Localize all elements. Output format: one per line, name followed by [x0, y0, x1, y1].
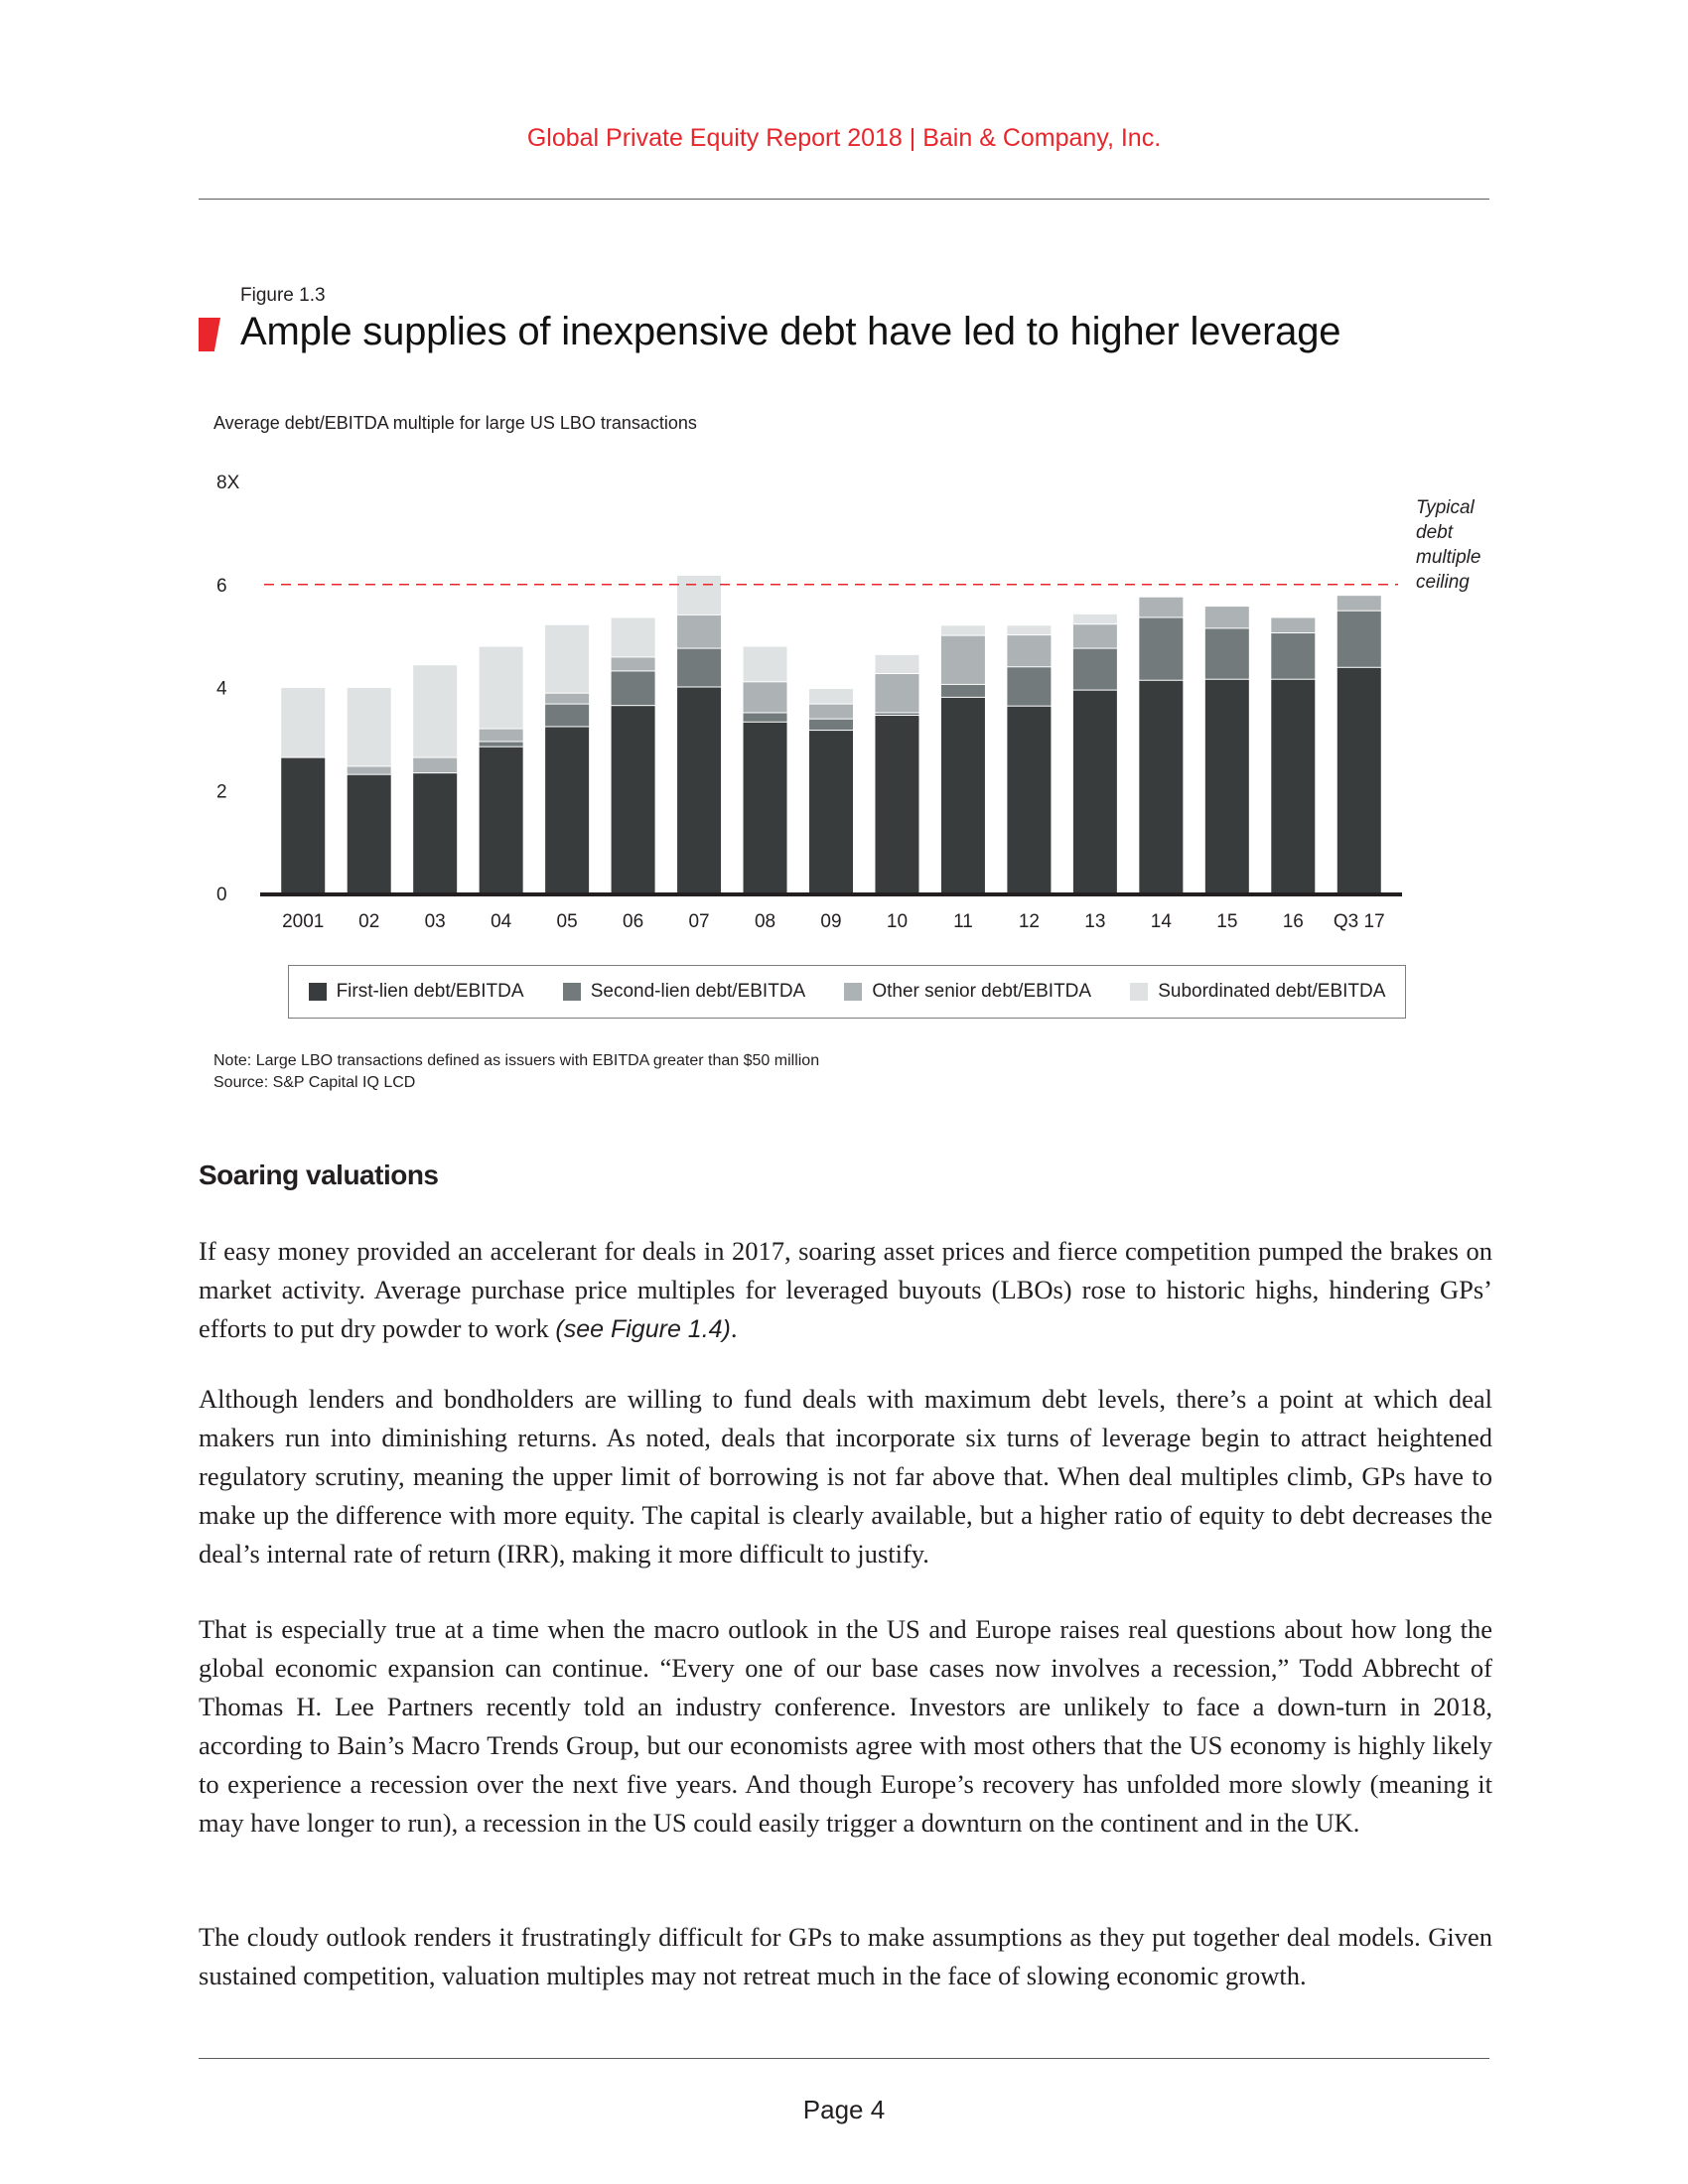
x-tick-label: 14 — [1150, 911, 1172, 932]
debt-ceiling-label-line: ceiling — [1416, 572, 1470, 593]
x-tick-label: 02 — [358, 911, 380, 932]
body-paragraph-4: The cloudy outlook renders it frustratingly difficult for GPs to make assumptions as they put together deal models. Given sustained competition, valuation multiples may not retreat much in the face of slowing economic growth. — [199, 1922, 1492, 1990]
bar-segment — [1007, 635, 1051, 666]
bar-segment — [1271, 680, 1315, 892]
y-tick-label: 0 — [216, 885, 227, 905]
bar-segment — [480, 748, 523, 892]
body-paragraph-1 — [199, 1232, 1492, 1349]
bar-segment — [1139, 617, 1183, 679]
bar-segment — [1271, 617, 1315, 632]
legend-item-first-lien — [309, 981, 524, 1003]
x-tick-label: 08 — [754, 911, 776, 932]
bar-segment — [809, 720, 853, 730]
paragraph-text: If easy money provided an accelerant for deals in 2017, soaring asset prices and fierce competition pumped the brakes on market activity. Average purchase price multiples for leveraged buyouts (LBOs) rose to historic highs, hindering GPs’ efforts to put dry powder to work — [199, 1236, 1492, 1343]
debt-ceiling-label-line: multiple — [1416, 547, 1481, 568]
debt-ceiling-label-line: debt — [1416, 522, 1453, 543]
footer-divider — [199, 2058, 1489, 2059]
bar-segment — [1337, 596, 1381, 611]
legend-swatch — [1130, 983, 1148, 1001]
bar-segment — [1073, 624, 1117, 647]
bar-segment — [1337, 612, 1381, 667]
chart-subtitle: Average debt/EBITDA multiple for large US LBO transactions — [213, 413, 697, 433]
legend-item-subordinated — [1130, 981, 1385, 1003]
y-tick-label: 2 — [216, 781, 227, 803]
bar-segment — [612, 617, 655, 656]
bar-segment — [281, 688, 325, 757]
y-tick-label: 8X — [216, 473, 240, 493]
legend-item-other-senior — [844, 981, 1091, 1003]
figure-label: Figure 1.3 — [240, 285, 326, 306]
page-number: Page 4 — [802, 2095, 886, 2124]
x-tick-label: 16 — [1282, 911, 1304, 932]
bar-segment — [1073, 691, 1117, 892]
x-tick-label: 07 — [688, 911, 710, 932]
bar-segment — [1337, 668, 1381, 892]
x-tick-label: 06 — [623, 911, 644, 932]
x-tick-label: 13 — [1084, 911, 1106, 932]
bar-segment — [875, 674, 918, 712]
y-tick-label: 4 — [216, 678, 227, 700]
bar-segment — [941, 685, 985, 697]
bar-segment — [348, 766, 391, 773]
legend-item-second-lien — [563, 981, 806, 1003]
debt-ceiling-label — [1416, 497, 1480, 593]
bar-segment — [677, 649, 721, 687]
bar-segment — [875, 655, 918, 673]
bar-segment — [809, 689, 853, 704]
bar-segment — [677, 688, 721, 893]
chart-legend — [288, 965, 1406, 1019]
debt-ebitda-chart — [0, 0, 1688, 953]
legend-label: Second-lien debt/EBITDA — [590, 981, 806, 1002]
legend-swatch — [563, 983, 581, 1001]
bar-segment — [941, 698, 985, 892]
bar-segment — [1205, 680, 1249, 892]
x-tick-label: 04 — [491, 911, 512, 932]
bar-segment — [480, 742, 523, 746]
bar-segment — [1205, 607, 1249, 627]
x-tick-label: 10 — [886, 911, 909, 932]
bar-segment — [1139, 598, 1183, 617]
bar-segment — [413, 758, 457, 773]
chart-source: Source: S&P Capital IQ LCD — [213, 1074, 416, 1091]
bar-segment — [612, 706, 655, 892]
legend-label: Other senior debt/EBITDA — [872, 981, 1092, 1002]
bar-segment — [1139, 681, 1183, 892]
bar-segment — [612, 657, 655, 670]
bar-segment — [677, 576, 721, 614]
bar-segment — [1007, 707, 1051, 892]
bar-segment — [480, 730, 523, 742]
bar-segment — [809, 731, 853, 892]
bar-segment — [875, 713, 918, 715]
legend-swatch — [309, 983, 327, 1001]
bar-segment — [413, 665, 457, 756]
bar-segment — [348, 688, 391, 765]
bar-segment — [612, 671, 655, 705]
x-tick-label: 03 — [424, 911, 446, 932]
legend-label: First-lien debt/EBITDA — [336, 981, 524, 1002]
legend-label: Subordinated debt/EBITDA — [1158, 981, 1386, 1002]
bar-segment — [809, 705, 853, 719]
bar-segment — [480, 647, 523, 729]
bar-segment — [281, 758, 325, 892]
y-tick-label: 6 — [216, 575, 227, 597]
bar-segment — [941, 625, 985, 634]
bar-segment — [1007, 625, 1051, 634]
bar-segment — [413, 773, 457, 892]
legend-swatch — [844, 983, 862, 1001]
chart-note: Note: Large LBO transactions defined as issuers with EBITDA greater than $50 million — [213, 1052, 820, 1069]
debt-ceiling-label-line: Typical — [1416, 497, 1475, 518]
bar-segment — [875, 716, 918, 892]
x-tick-label: 15 — [1216, 911, 1238, 932]
figure-reference: (see Figure 1.4) — [555, 1315, 731, 1343]
bar-segment — [1007, 667, 1051, 705]
bar-segment — [545, 727, 589, 892]
x-tick-label: Q3 17 — [1333, 911, 1385, 932]
bar-segment — [1205, 628, 1249, 678]
body-paragraph-3: That is especially true at a time when the macro outlook in the US and Europe raises real questions about how long the global economic expansion can continue. “Every one of our base cases now involves a recession,” Todd Abbrecht of Thomas H. Lee Partners recently told an industry conference. Investors are unlikely to face a down-turn in 2018, according to Bain’s Macro Trends Group, but our economists agree with most others that the US economy is highly likely to experience a recession over the next five years. And though Europe’s recovery has unfolded more slowly (meaning it may have longer to run), a recession in the US could easily trigger a downturn on the continent and in the UK. — [199, 1614, 1492, 1838]
x-tick-label: 05 — [556, 911, 578, 932]
bar-segment — [744, 713, 787, 721]
bar-segment — [941, 636, 985, 684]
x-tick-label: 2001 — [282, 911, 325, 932]
figure-title: Ample supplies of inexpensive debt have led to higher leverage — [240, 310, 1341, 353]
chart-notes — [213, 1050, 819, 1094]
body-paragraph-2: Although lenders and bondholders are willing to fund deals with maximum debt levels, there’s a point at which deal makers run into diminishing returns. As noted, deals that incorporate six turns of leverage begin to attract heightened regulatory scrutiny, meaning the upper limit of borrowing is not far above that. When deal multiples climb, GPs have to make up the difference with more equity. The capital is clearly available, but a higher ratio of equity to debt decreases the deal’s internal rate of return (IRR), making it more difficult to justify. — [199, 1384, 1492, 1569]
bar-segment — [744, 682, 787, 712]
bar-segment — [545, 625, 589, 693]
x-tick-label: 11 — [953, 911, 973, 932]
bar-segment — [744, 723, 787, 892]
x-tick-label: 09 — [820, 911, 842, 932]
section-heading: Soaring valuations — [199, 1160, 439, 1190]
bar-segment — [1073, 649, 1117, 690]
bar-segment — [348, 775, 391, 892]
bar-segment — [545, 694, 589, 704]
x-tick-label: 12 — [1018, 911, 1040, 932]
report-header: Global Private Equity Report 2018 | Bain & Company, Inc. — [526, 124, 1162, 152]
bar-segment — [1271, 633, 1315, 679]
paragraph-end: . — [730, 1313, 738, 1343]
bar-segment — [744, 647, 787, 682]
bar-segment — [545, 705, 589, 727]
bar-segment — [1073, 614, 1117, 623]
bar-segment — [677, 615, 721, 648]
